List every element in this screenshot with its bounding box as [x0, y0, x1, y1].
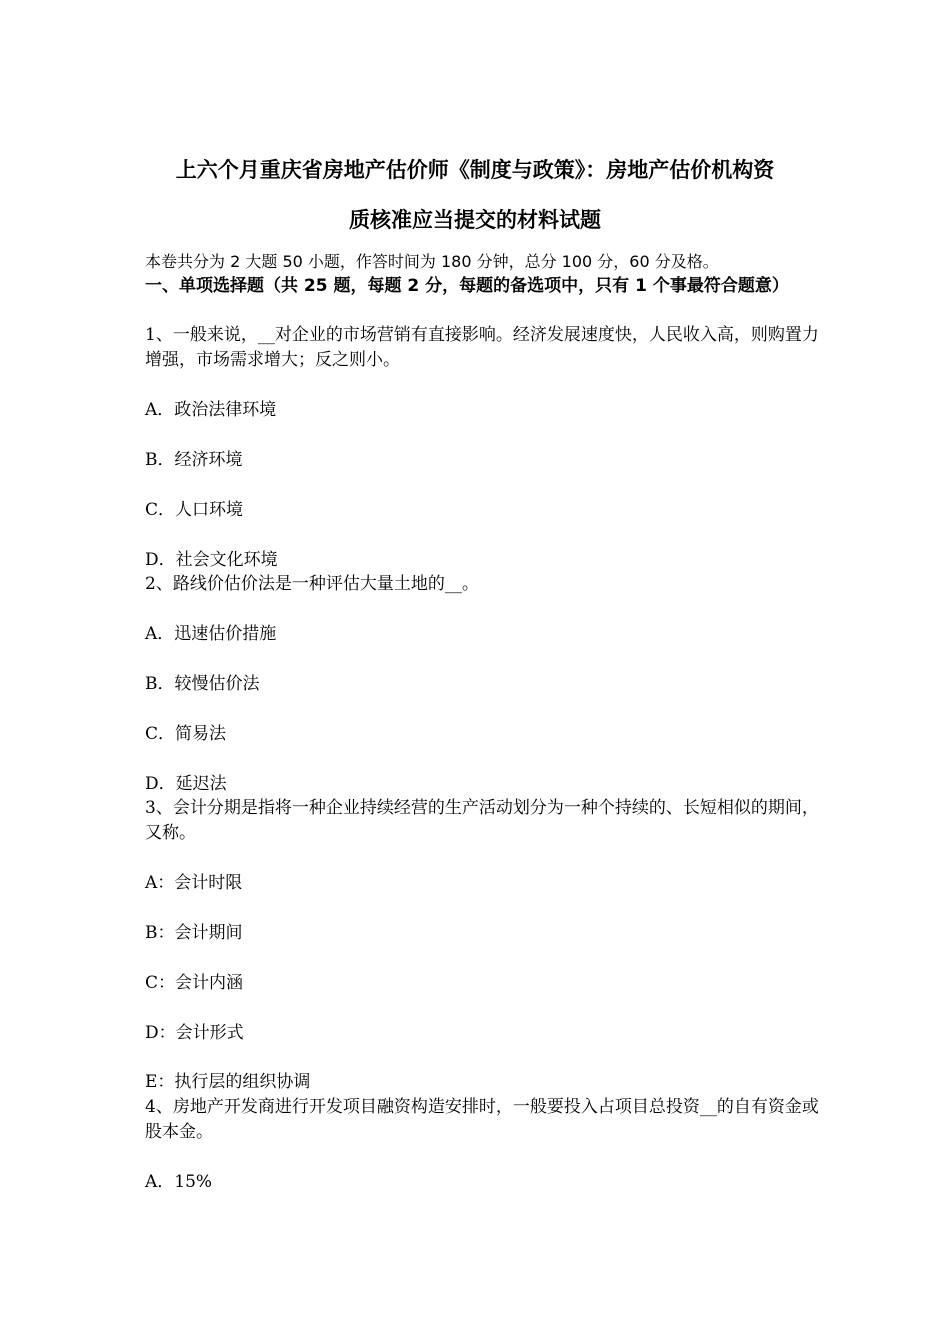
question-1-option-a: A．政治法律环境 — [145, 400, 277, 420]
question-1-option-b: B．经济环境 — [145, 450, 243, 470]
question-2-option-b: B．较慢估价法 — [145, 674, 260, 694]
section-heading: 一、单项选择题（共 25 题，每题 2 分，每题的备选项中，只有 1 个事最符合题意） — [145, 276, 789, 296]
question-3-option-e: E：执行层的组织协调 — [145, 1072, 311, 1092]
question-2-option-c: C．简易法 — [145, 724, 227, 744]
question-4-option-a: A．15% — [145, 1172, 213, 1192]
question-2-option-d: D．延迟法 — [145, 774, 227, 794]
question-3-option-a: A：会计时限 — [145, 873, 243, 893]
question-4-stem: 4、房地产开发商进行开发项目融资构造安排时，一般要投入占项目总投资__的自有资金或股本金。 — [145, 1097, 819, 1142]
question-3-option-b: B：会计期间 — [145, 923, 243, 943]
question-1-stem: 1、一般来说，__对企业的市场营销有直接影响。经济发展速度快，人民收入高，则购置力增强，市场需求增大；反之则小。 — [145, 325, 819, 370]
question-1-option-c: C．人口环境 — [145, 500, 244, 520]
question-3-option-c: C：会计内涵 — [145, 973, 244, 993]
document-title-line-1: 上六个月重庆省房地产估价师《制度与政策》：房地产估价机构资 — [175, 158, 775, 182]
question-2-option-a: A．迅速估价措施 — [145, 624, 277, 644]
question-2-stem: 2、路线价估价法是一种评估大量土地的__。 — [145, 574, 479, 594]
question-3-option-d: D：会计形式 — [145, 1023, 244, 1043]
exam-summary: 本卷共分为 2 大题 50 小题，作答时间为 180 分钟，总分 100 分，60 分及格。 — [145, 252, 719, 271]
question-3-stem: 3、会计分期是指将一种企业持续经营的生产活动划分为一种个持续的、长短相似的期间，又称。 — [145, 798, 819, 843]
question-1-option-d: D．社会文化环境 — [145, 550, 278, 570]
document-title-line-2: 质核准应当提交的材料试题 — [349, 208, 601, 232]
